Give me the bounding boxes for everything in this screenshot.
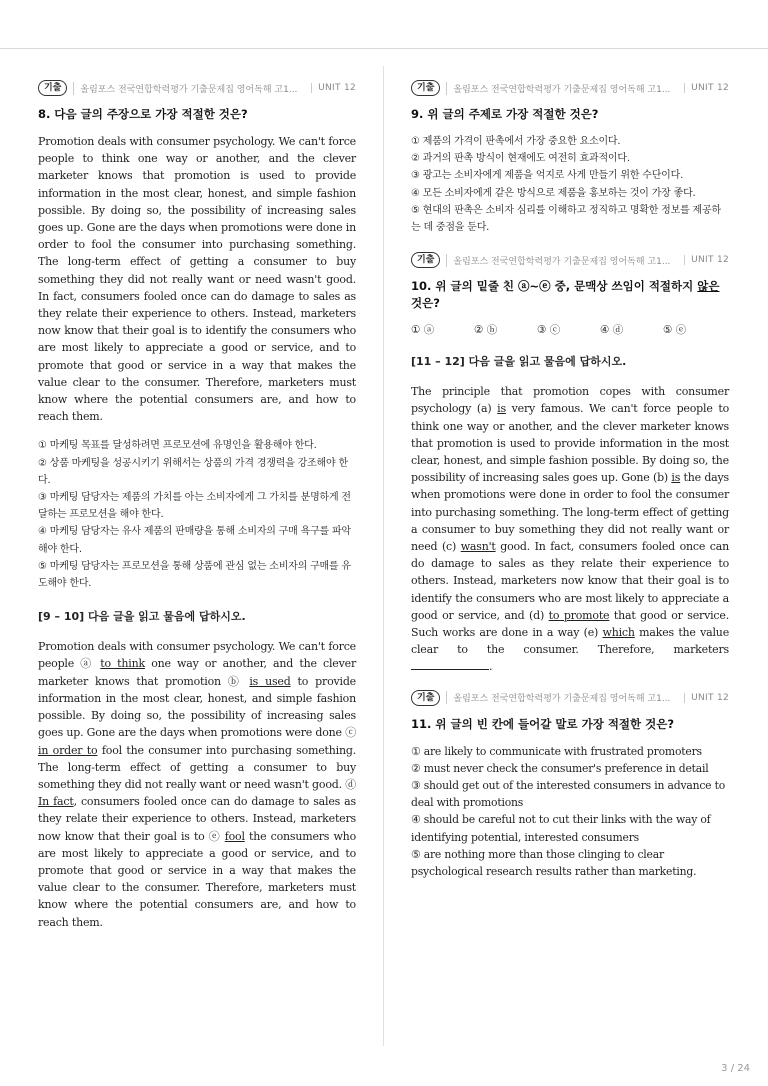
unit-label: UNIT 12 [684,255,729,265]
set-11-12-title: [11 – 12] 다음 글을 읽고 물음에 답하시오. [411,355,627,369]
choice-4[interactable]: ④ 마케팅 담당자는 유사 제품의 판매량을 통해 소비자의 구매 욕구를 파악해야 한다. [38,526,351,555]
set-9-10-title: [9 – 10] 다음 글을 읽고 물음에 답하시오. [38,610,246,624]
choice-1[interactable]: ① are likely to communicate with frustrated promoters [411,744,702,758]
underlined-c: in order to [38,743,98,757]
source-title: 올림포스 전국연합학력평가 기출문제집 영어독해 고1... [446,691,678,704]
passage-text: the days when promotions were done in order to fool the consumer into purchasing something. The long-term effect of getting a consumer to buy something they did not really want or need (c) [411,471,729,554]
passage-text: good. In fact, consumers fooled once can do damage to sales as they relate their experience to others. Instead, marketers now know that their goal is to identify the consumers who are most likely to appreciate a good or service, and (d) [411,540,729,622]
option-1[interactable]: ① ⓐ [411,324,435,337]
column-divider [383,66,384,1046]
question-10-options [411,322,729,337]
question-header [411,250,729,270]
option-5[interactable]: ⑤ ⓔ [663,324,687,337]
title-text: 것은? [411,296,440,311]
question-8-choices [38,437,356,592]
marker-d: ⓓ [345,777,356,791]
left-column [38,78,356,943]
choice-1[interactable]: ① 마케팅 목표를 달성하려면 프로모션에 유명인을 활용해야 한다. [38,440,317,452]
page-number: 3 / 24 [721,1063,750,1074]
set-9-10-passage [38,638,356,930]
past-exam-badge: 기출 [38,80,67,96]
choice-3[interactable]: ③ 마케팅 담당자는 제품의 가치를 아는 소비자에게 그 가치를 분명하게 전달하는 프로모션을 해야 한다. [38,492,351,521]
option-2[interactable]: ② ⓑ [474,324,498,337]
option-3[interactable]: ③ ⓒ [537,324,561,337]
passage-text: very famous. We can't force people to think one way or another, and the clever marketer knows that promotion is used to provide information in the most clear, honest, and simple fashion possible. By doing so, the possibility of increasing sales goes up. Gone (b) [411,402,729,485]
unit-label: UNIT 12 [684,693,729,703]
question-header [411,688,729,708]
question-header [411,78,729,98]
question-9-choices [411,133,729,236]
question-8-title: 8. 다음 글의 주장으로 가장 적절한 것은? [38,107,248,121]
marker-a: ⓐ [80,657,95,671]
underlined-e: which [602,626,635,640]
right-column [411,78,729,894]
source-title: 올림포스 전국연합학력평가 기출문제집 영어독해 고1... [73,82,305,95]
choice-1[interactable]: ① 제품의 가격이 판촉에서 가장 중요한 요소이다. [411,136,621,147]
option-4[interactable]: ④ ⓓ [600,324,624,337]
past-exam-badge: 기출 [411,80,440,96]
passage-text: to provide information in the most clear, honest, and simple fashion possible. By doing so, the possibility of increasing sales goes up. Gone are the days when promotions were done [38,674,356,740]
choice-5[interactable]: ⑤ 마케팅 담당자는 프로모션을 통해 상품에 관심 없는 소비자의 구매를 유도해야 한다. [38,560,351,590]
past-exam-badge: 기출 [411,690,440,706]
underlined-a: to think [100,657,145,671]
passage-text: Promotion deals with consumer psychology. We can't force people [38,640,356,671]
question-11-title: 11. 위 글의 빈 칸에 들어갈 말로 가장 적절한 것은? [411,716,675,731]
choice-2[interactable]: ② 상품 마케팅을 성공시키기 위해서는 상품의 가격 경쟁력을 강조해야 한다. [38,457,348,486]
question-9-title: 9. 위 글의 주제로 가장 적절한 것은? [411,107,599,121]
top-rule [0,48,768,49]
passage-text: makes the value clear to the consumer. Therefore, marketers [411,626,729,657]
past-exam-badge: 기출 [411,252,440,268]
question-header [38,78,356,98]
set-11-12-passage [411,383,729,675]
choice-4[interactable]: ④ should be careful not to cut their links with the way of identifying potential, interested consumers [411,813,711,844]
passage-text: that good or service. Such works are done in a way (e) [411,608,730,640]
marker-c: ⓒ [345,726,356,740]
source-title: 올림포스 전국연합학력평가 기출문제집 영어독해 고1... [446,82,678,95]
underlined-c: wasn't [460,540,496,554]
source-title: 올림포스 전국연합학력평가 기출문제집 영어독해 고1... [446,254,678,267]
passage-text: fool the consumer into purchasing something. The long-term effect of getting a consumer to buy something they did not really want or need wasn't good. [38,743,356,791]
underlined-e: fool [224,829,245,843]
underlined-b: is used [249,674,291,688]
passage-text: The principle that promotion copes with consumer psychology (a) [411,385,729,416]
choice-3[interactable]: ③ 광고는 소비자에게 제품을 억지로 사게 만들기 위한 수단이다. [411,170,684,182]
underlined-b: is [671,471,681,485]
marker-e: ⓔ [208,829,221,843]
question-11-choices [411,743,729,881]
passage-text: one way or another, and the clever marketer knows that promotion [38,657,357,688]
title-underlined: 않은 [697,279,720,294]
passage-text: . [489,660,493,674]
passage-text: the consumers who are most likely to appreciate a good or service, and to promote that good or service in a way that makes the value clear to the consumer. Therefore, marketers must know where the potential consumers are, and how to reach them. [38,829,356,929]
passage-text: , consumers fooled once can do damage to sales as they relate their experience to others. Instead, marketers now know that their goal is to [38,795,356,843]
marker-b: ⓑ [227,674,243,688]
title-text: 10. 위 글의 밑줄 친 ⓐ~ⓔ 중, 문맥상 쓰임이 적절하지 [411,279,698,294]
choice-5[interactable]: ⑤ 현대의 판촉은 소비자 심리를 이해하고 정직하고 명확한 정보를 제공하는 데 중점을 둔다. [411,204,721,234]
underlined-a: is [497,402,506,416]
question-10-title [411,278,729,312]
answer-blank [411,659,489,670]
choice-5[interactable]: ⑤ are nothing more than those clinging to clear psychological research results rather than marketing. [411,847,697,879]
choice-3[interactable]: ③ should get out of the interested consumers in advance to deal with promotions [411,779,726,810]
unit-label: UNIT 12 [311,83,356,93]
choice-2[interactable]: ② 과거의 판촉 방식이 현재에도 여전히 효과적이다. [411,153,630,165]
underlined-d: In fact [38,795,74,809]
underlined-d: to promote [548,608,610,622]
choice-4[interactable]: ④ 모든 소비자에게 같은 방식으로 제품을 홍보하는 것이 가장 좋다. [411,187,696,199]
question-8-passage: Promotion deals with consumer psychology. We can't force people to think one way or another, and the clever marketer knows that promotion is used to provide information in the most clear, honest, and simple fashion possible. By doing so, the possibility of increasing sales goes up. Gone are the days when promotions were done in order to fool the consumer into purchasing something. The long-term effect of getting a consumer to buy something they did not really want or need wasn't good. In fact, consumers fooled once can do damage to sales as they relate their experience to others. Instead, marketers now know that their goal is to identify the consumers who are most likely to appreciate a good or service, and to promote that good or service in a way that makes the value clear to the consumer. Therefore, marketers must know where the potential consumers are, and how to reach them. [38,135,356,424]
choice-2[interactable]: ② must never check the consumer's preference in detail [411,761,709,775]
unit-label: UNIT 12 [684,83,729,93]
